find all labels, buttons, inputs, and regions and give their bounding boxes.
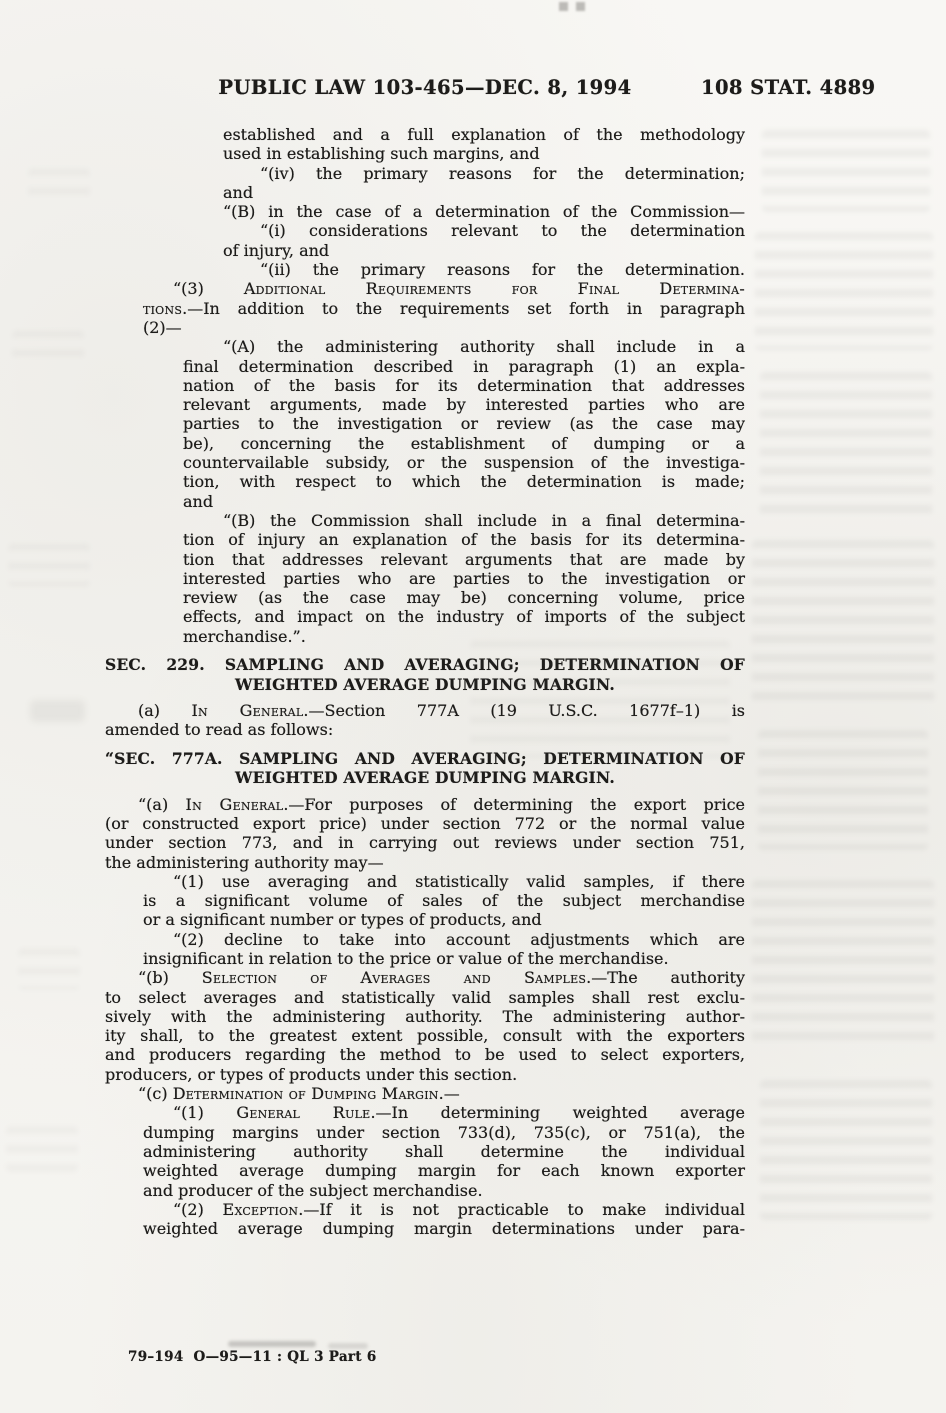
text-run: ity shall, to the greatest extent possible, consult with the exporters (105, 1026, 745, 1046)
statute-paragraph (143, 930, 745, 969)
text-run: review (as the case may be) concerning volume, price (183, 588, 745, 608)
text-line (183, 588, 745, 607)
text-run: parties to the investigation or review (as the case may (183, 414, 745, 434)
text-run: WEIGHTED AVERAGE DUMPING MARGIN. (235, 768, 615, 788)
bleedthrough-smudge (752, 540, 934, 708)
text-line (143, 891, 745, 910)
text-line (183, 511, 745, 530)
text-run: merchandise.”. (183, 626, 306, 646)
small-caps-run: Determination of Dumping Margin (172, 1084, 439, 1104)
bleedthrough-smudge (8, 543, 90, 587)
text-line (105, 1084, 745, 1103)
statute-paragraph (105, 1084, 745, 1103)
statute-paragraph (223, 164, 745, 203)
text-line (183, 357, 745, 376)
small-caps-run: In General (191, 701, 304, 721)
statute-paragraph (183, 511, 745, 646)
text-run: and (223, 182, 254, 202)
text-run: to select averages and statistically valid samples shall rest exclu- (105, 987, 745, 1007)
text-line (105, 1026, 745, 1045)
statute-paragraph (105, 701, 745, 740)
bleedthrough-smudge (755, 232, 933, 350)
text-run: producers, or types of products under this section. (105, 1064, 518, 1084)
text-line (183, 453, 745, 472)
text-run: sively with the administering authority. The administering author- (105, 1006, 745, 1026)
text-line (105, 675, 745, 695)
text-run: is a significant volume of sales of the subject merchandise (143, 891, 745, 911)
text-run: “(B) in the case of a determination of the Commission— (223, 202, 745, 222)
text-line (143, 949, 745, 968)
text-line (143, 1200, 745, 1219)
text-line (143, 299, 745, 318)
text-run: “(ii) the primary reasons for the determination. (260, 260, 745, 280)
text-line (105, 814, 745, 833)
text-line (223, 183, 745, 202)
text-line (223, 241, 745, 260)
text-run: “(iv) the primary reasons for the determination; (260, 163, 745, 183)
text-run: “SEC. 777A. SAMPLING AND AVERAGING; DETERMINATION OF (105, 748, 745, 768)
text-line (223, 125, 745, 144)
text-line (183, 202, 745, 221)
text-run: “(3) (173, 279, 244, 299)
statute-paragraph (143, 872, 745, 930)
text-run: relevant arguments, made by interested parties who are (183, 395, 745, 415)
text-line (143, 1142, 745, 1161)
text-run: insignificant in relation to the price or value of the merchandise. (143, 948, 669, 968)
text-line (105, 749, 745, 769)
text-line (143, 318, 745, 337)
text-run: .—The authority (586, 968, 745, 988)
text-line (183, 492, 745, 511)
gpo-print-code: 79–194 O—95—11 : QL 3 Part 6 (128, 1349, 377, 1365)
text-run: and producers regarding the method to be used to select exporters, (105, 1045, 745, 1065)
text-line (105, 1045, 745, 1064)
text-run: and (183, 491, 214, 511)
text-run: “(2) decline to take into account adjustments which are (173, 929, 745, 949)
text-run: “(A) the administering authority shall include in a (223, 337, 745, 357)
text-run: weighted average dumping margin for each known exporter (143, 1161, 745, 1181)
text-run: (or constructed export price) under section 772 or the normal value (105, 813, 745, 833)
text-run: tion that addresses relevant arguments that are made by (183, 549, 745, 569)
document-body (105, 125, 745, 1238)
text-run: “(a) (138, 794, 186, 814)
bleedthrough-smudge (752, 880, 934, 1048)
scan-speck (559, 2, 568, 11)
section-heading (105, 749, 745, 788)
text-line (183, 414, 745, 433)
text-line (105, 1065, 745, 1084)
text-run: “(b) (138, 968, 202, 988)
text-run: (a) (138, 701, 192, 721)
text-run: weighted average dumping margin determinations under para- (143, 1219, 745, 1239)
text-line (183, 395, 745, 414)
text-line (143, 1181, 745, 1200)
text-line (183, 627, 745, 646)
bleedthrough-smudge (758, 730, 928, 850)
text-run: “(B) the Commission shall include in a final determina- (223, 510, 745, 530)
text-run: .—For purposes of determining the export price (283, 794, 745, 814)
text-run: be), concerning the establishment of dumping or a (183, 433, 745, 453)
small-caps-run: tions (143, 298, 183, 318)
bleedthrough-smudge (30, 700, 85, 722)
text-run: .—In determining weighted average (370, 1103, 746, 1123)
text-run: tion of injury an explanation of the basis for its determina- (183, 530, 745, 550)
text-run: “(2) (173, 1199, 223, 1219)
text-run: of injury, and (223, 240, 330, 260)
text-line (183, 550, 745, 569)
small-caps-run: Selection of Averages and Samples (201, 968, 587, 988)
small-caps-run: Exception (222, 1199, 299, 1219)
text-line (105, 655, 745, 675)
text-line (183, 569, 745, 588)
text-run: countervailable subsidy, or the suspension of the investiga- (183, 453, 745, 473)
text-line (143, 1161, 745, 1180)
text-run: .—If it is not practicable to make individual (298, 1199, 745, 1219)
text-run: “(i) considerations relevant to the determination (260, 221, 745, 241)
text-line (143, 872, 745, 891)
statute-paragraph (223, 221, 745, 260)
text-line (223, 144, 745, 163)
bleedthrough-smudge (760, 1080, 932, 1220)
text-run: “(1) (173, 1103, 237, 1123)
text-line (143, 930, 745, 949)
text-line (143, 1219, 745, 1238)
statute-paragraph (143, 279, 745, 337)
text-run: interested parties who are parties to the investigation or (183, 568, 745, 588)
text-run: .—In addition to the requirements set forth in paragraph (182, 298, 745, 318)
bleedthrough-smudge (762, 130, 930, 212)
text-run: “(c) (138, 1084, 173, 1104)
footer-smudge-line (228, 1341, 316, 1347)
text-line (105, 968, 745, 987)
statute-paragraph (223, 260, 745, 279)
text-run: .—Section 777A (19 U.S.C. 1677f–1) is (303, 701, 746, 721)
text-line (105, 853, 745, 872)
statute-paragraph (105, 795, 745, 872)
statute-paragraph (223, 125, 745, 164)
text-line (105, 768, 745, 788)
bleedthrough-smudge (18, 948, 80, 990)
text-line (223, 260, 745, 279)
text-line (105, 988, 745, 1007)
text-run: administering authority shall determine the individual (143, 1141, 745, 1161)
running-head-law-title: PUBLIC LAW 103-465—DEC. 8, 1994 (218, 76, 632, 99)
text-line (183, 530, 745, 549)
statute-paragraph (183, 202, 745, 221)
bleedthrough-smudge (12, 330, 84, 360)
small-caps-run: General Rule (236, 1103, 371, 1123)
text-run: .— (438, 1084, 460, 1104)
text-run: effects, and impact on the industry of imports of the subject (183, 607, 745, 627)
text-line (105, 720, 745, 739)
statute-page-number: 108 STAT. 4889 (701, 76, 876, 99)
text-line (143, 910, 745, 929)
text-line (105, 1007, 745, 1026)
text-line (183, 434, 745, 453)
text-line (105, 701, 745, 720)
text-run: used in establishing such margins, and (223, 144, 540, 164)
text-line (183, 472, 745, 491)
text-line (223, 164, 745, 183)
text-run: dumping margins under section 733(d), 735(c), or 751(a), the (143, 1122, 745, 1142)
bleedthrough-smudge (28, 168, 90, 202)
text-run: established and a full explanation of the methodology (223, 125, 745, 144)
text-line (143, 1123, 745, 1142)
statute-paragraph (143, 1200, 745, 1239)
text-run: nation of the basis for its determination that addresses (183, 375, 745, 395)
text-run: WEIGHTED AVERAGE DUMPING MARGIN. (235, 674, 615, 694)
small-caps-run: In General (185, 794, 284, 814)
text-run: final determination described in paragraph (1) an expla- (183, 356, 745, 376)
section-heading (105, 655, 745, 694)
text-line (183, 337, 745, 356)
scan-speck (576, 2, 585, 11)
statute-paragraph (143, 1103, 745, 1199)
small-caps-run: Additional Requirements for Final Determina- (243, 279, 745, 299)
text-run: and producer of the subject merchandise. (143, 1180, 483, 1200)
text-line (143, 279, 745, 298)
text-run: SEC. 229. SAMPLING AND AVERAGING; DETERMINATION OF (105, 655, 745, 675)
text-run: tion, with respect to which the determination is made; (183, 472, 745, 492)
statute-paragraph (183, 337, 745, 511)
text-run: under section 773, and in carrying out reviews under section 751, (105, 833, 745, 853)
bleedthrough-smudge (6, 1126, 78, 1172)
text-line (105, 833, 745, 852)
text-line (105, 795, 745, 814)
text-line (143, 1103, 745, 1122)
bleedthrough-smudge (760, 372, 932, 522)
text-run: “(1) use averaging and statistically valid samples, if there (173, 871, 745, 891)
text-line (183, 607, 745, 626)
text-line (223, 221, 745, 240)
text-line (183, 376, 745, 395)
statute-paragraph (105, 968, 745, 1084)
text-run: (2)— (143, 317, 182, 337)
text-run: the administering authority may— (105, 852, 384, 872)
text-run: amended to read as follows: (105, 720, 334, 740)
text-run: or a significant number or types of products, and (143, 910, 542, 930)
